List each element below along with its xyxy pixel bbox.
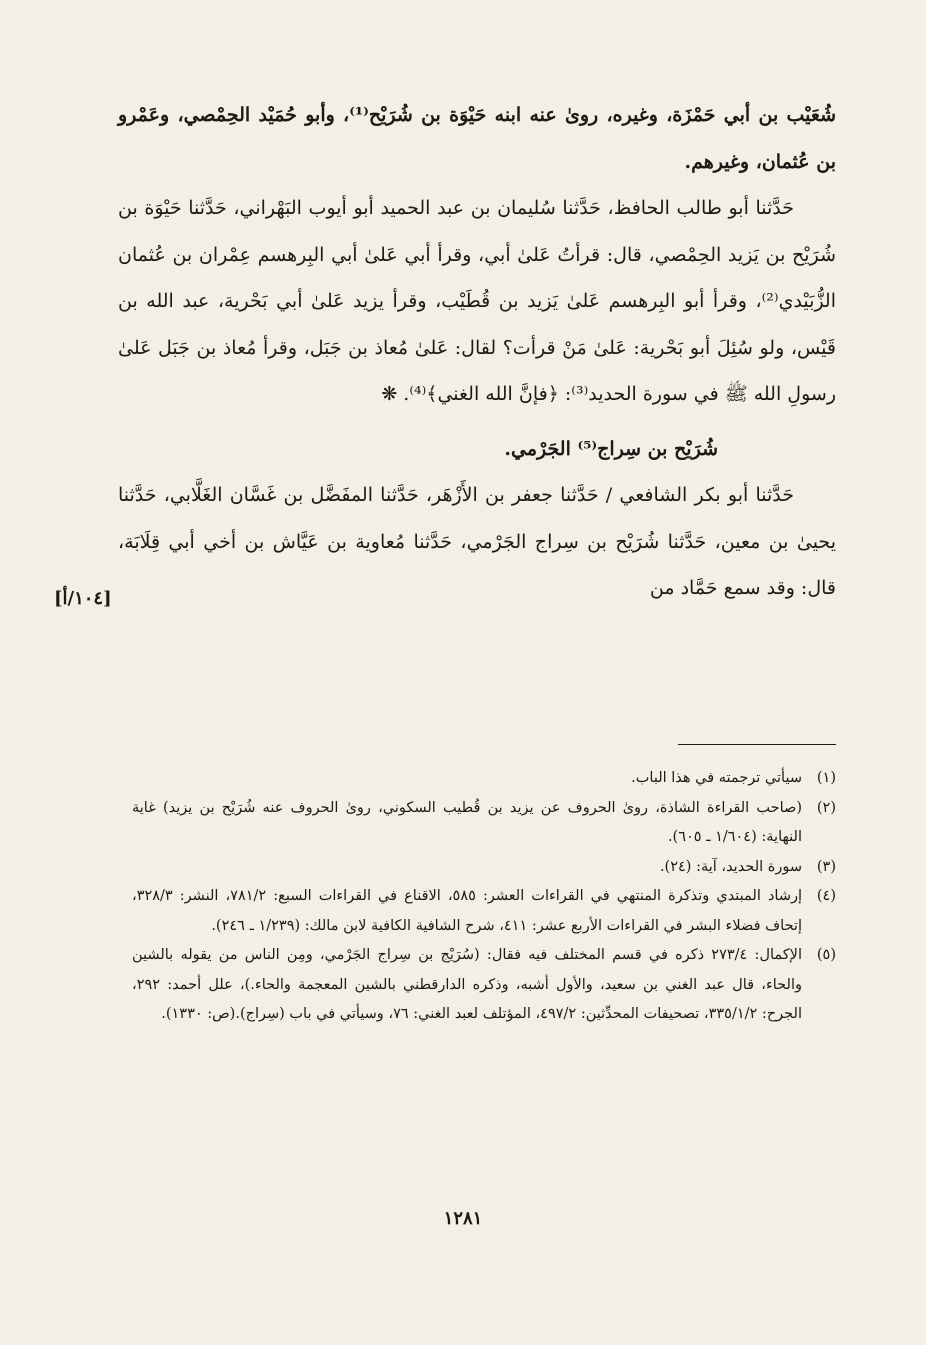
paragraph-1: شُعَيْب بن أبي حَمْزَة، وغيره، روىٰ عنه ابنه حَيْوَة بن شُرَيْح⁽¹⁾، وأبو حُمَيْد الحِمْصي، وعَمْرو بن عُثمان، وغيرهم. [118, 104, 836, 173]
page-number: ١٢٨١ [443, 1208, 483, 1229]
manuscript-folio-ref: [١٠٤/أ] [54, 588, 112, 609]
footnote-text: (صاحب القراءة الشاذة، روىٰ الحروف عن يزيد بن قُطيب السكوني، روىٰ الحروف عنه شُرَيْح بن يزيد) غاية النهاية: (١/٦٠٤ ـ ٦٠٥). [132, 799, 802, 845]
footnote-5 [132, 941, 836, 1030]
entry-heading: شُرَيْح بن سِراج⁽⁵⁾ الجَرْمي. [504, 437, 718, 460]
paragraph-3: حَدَّثنا أبو بكر الشافعي / حَدَّثنا جعفر بن الأَزْهَر، حَدَّثنا المفَضَّل بن غَسَّان الغَلَّابي، حَدَّثنا يحيىٰ بن معين، حَدَّثنا شُرَيْح بن سِراج الجَرْمي، حَدَّثنا مُعاوية بن عَيَّاش بن أخي أبي قِلَابَة، قال: وقد سمع حَمَّاد من [118, 484, 836, 599]
footnote-text: إرشاد المبتدي وتذكرة المنتهي في القراءات العشر: ٥٨٥، الاقناع في القراءات السبع: ٧٨١/٢، النشر: ٣٢٨/٣، إتحاف فضلاء البشر في القراءات الأربع عشر: ٤١١، شرح الشافية الكافية لابن مالك: (١/٢٣٩ ـ ٢٤٦). [132, 888, 802, 934]
footnote-number: (١) [816, 770, 836, 786]
footnote-text: سيأتي ترجمته في هذا الباب. [631, 770, 802, 786]
footnote-4 [132, 882, 836, 941]
footnote-number: (٢) [816, 799, 836, 816]
footnote-number: (٣) [816, 858, 836, 875]
footnote-text: سورة الحديد، آية: (٢٤). [659, 858, 802, 875]
footnote-number: (٤) [816, 888, 836, 904]
footnote-2 [132, 794, 836, 853]
footnote-text: الإكمال: ٢٧٣/٤ ذكره في قسم المختلف فيه فقال: (سُرَيْج بن سِراج الجَرْمي، ومِن الناس من يقوله بالشين والحاء، قال عبد الغني بن سعيد، والأول أشبه، وذكره الدارقطني بالشين المعجمة والحاء.)، علل أحمد: ٢٩٢، الجرح: ٣٣٥/١/٢، تصحيفات المحدِّثين: ٤٩٧/٢، المؤتلف لعبد الغني: ٧٦، وسيأتي في باب (سِراج).(ص: ١٣٣٠). [132, 947, 802, 1022]
footnotes [132, 764, 836, 1030]
footnote-3 [132, 853, 836, 883]
footnote-number: (٥) [816, 947, 836, 963]
main-text [118, 92, 836, 612]
footnote-divider [678, 744, 836, 745]
footnote-1 [132, 764, 836, 794]
paragraph-2: حَدَّثنا أبو طالب الحافظ، حَدَّثنا سُليمان بن عبد الحميد أبو أيوب البَهْراني، حَدَّثنا حَيْوَة بن شُرَيْح بن يَزيد الحِمْصي، قال: قرأتُ عَلىٰ أبي، وقرأ أبي عَلىٰ أبي البِرهسم عِمْران بن عُثمان الزُّبَيْدي⁽²⁾، وقرأ أبو البِرهسم عَلىٰ يَزيد بن قُطَيْب، وقرأ يزيد عَلىٰ أبي بَحْرية، عبد الله بن قَيْس، ولو سُئِلَ أبو بَحْرية: عَلىٰ مَنْ قرأت؟ لقال: عَلىٰ مُعاذ بن جَبَل، وقرأ مُعاذ بن جَبَل عَلىٰ رسولِ الله ﷺ في سورة الحديد⁽³⁾: ﴿فإنَّ الله الغني﴾⁽⁴⁾. ❋ [118, 197, 836, 405]
